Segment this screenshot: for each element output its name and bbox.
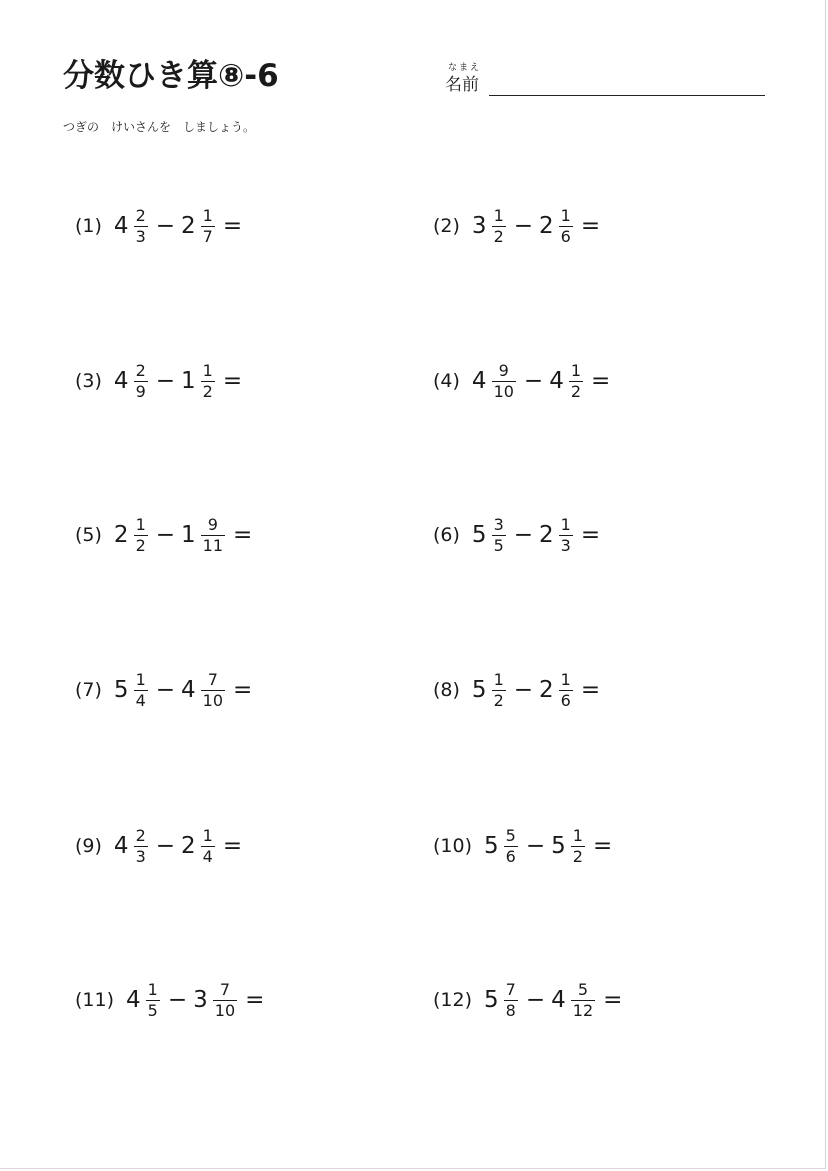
problem-number: (6): [433, 524, 460, 546]
fraction-denominator: 10: [202, 690, 224, 710]
minuend-fraction: [504, 827, 518, 866]
minus-sign: −: [155, 368, 176, 394]
minuend-fraction: [492, 362, 516, 401]
fraction-numerator: 1: [560, 669, 571, 689]
fraction-numerator: 1: [493, 669, 504, 689]
problem-2: [433, 196, 600, 256]
subtrahend-whole: 4: [181, 677, 196, 703]
fraction-numerator: 9: [498, 360, 509, 380]
problem-10: [433, 816, 612, 876]
subtrahend-fraction: [201, 671, 225, 710]
minuend-whole: 4: [113, 833, 129, 859]
minuend-fraction: [134, 207, 148, 246]
fraction-numerator: 1: [135, 514, 146, 534]
fraction-denominator: 5: [493, 535, 504, 555]
fraction-numerator: 1: [570, 360, 582, 380]
subtrahend-fraction: [201, 207, 215, 246]
minus-sign: −: [167, 987, 188, 1013]
fraction-denominator: 2: [135, 535, 146, 555]
equals-sign: =: [222, 833, 243, 859]
minuend-whole: 4: [471, 368, 487, 394]
fraction-numerator: 2: [135, 825, 146, 845]
subtrahend-fraction: [571, 827, 585, 866]
problem-9: [75, 816, 242, 876]
subtrahend-whole: 4: [549, 368, 564, 394]
minus-sign: −: [155, 522, 176, 548]
minuend-whole: 5: [471, 522, 487, 548]
equals-sign: =: [580, 522, 601, 548]
minus-sign: −: [155, 833, 176, 859]
minus-sign: −: [525, 987, 546, 1013]
minus-sign: −: [155, 677, 176, 703]
fraction-denominator: 2: [493, 226, 504, 246]
fraction-denominator: 12: [572, 1000, 594, 1020]
problem-number: (1): [75, 215, 102, 237]
fraction-denominator: 2: [202, 381, 213, 401]
fraction-numerator: 1: [147, 979, 158, 999]
subtrahend-fraction: [569, 362, 583, 401]
name-ruby: なまえ: [448, 63, 482, 73]
fraction-denominator: 11: [202, 535, 224, 555]
minuend-fraction: [134, 516, 148, 555]
subtrahend-fraction: [571, 981, 595, 1020]
fraction-denominator: 2: [493, 690, 504, 710]
problem-number: (7): [75, 679, 102, 701]
fraction-numerator: 1: [572, 825, 583, 845]
equals-sign: =: [233, 677, 253, 703]
minuend-whole: 5: [471, 677, 487, 703]
equals-sign: =: [580, 677, 601, 703]
problem-6: [433, 505, 600, 565]
minus-sign: −: [525, 833, 546, 859]
fraction-denominator: 4: [135, 690, 146, 710]
subtrahend-fraction: [201, 827, 215, 866]
subtrahend-whole: 1: [181, 522, 196, 548]
minuend-whole: 4: [113, 213, 129, 239]
fraction-numerator: 3: [493, 514, 504, 534]
fraction-numerator: 1: [560, 205, 571, 225]
fraction-numerator: 5: [505, 825, 516, 845]
minuend-fraction: [504, 981, 518, 1020]
fraction-denominator: 5: [147, 1000, 158, 1020]
equals-sign: =: [592, 833, 613, 859]
problem-number: (12): [433, 989, 473, 1011]
minuend-fraction: [134, 362, 148, 401]
fraction-numerator: 1: [202, 825, 213, 845]
subtrahend-whole: 2: [539, 522, 554, 548]
subtrahend-whole: 3: [193, 987, 208, 1013]
minus-sign: −: [513, 213, 534, 239]
fraction-numerator: 1: [493, 205, 504, 225]
fraction-numerator: 9: [207, 514, 218, 534]
problem-number: (9): [75, 835, 102, 857]
worksheet-title: 分数ひき算⑧-6: [63, 58, 279, 94]
equals-sign: =: [245, 987, 265, 1013]
name-underline: [489, 95, 765, 96]
name-label: 名前: [445, 75, 479, 95]
subtrahend-whole: 2: [181, 213, 196, 239]
problem-number: (11): [75, 989, 115, 1011]
equals-sign: =: [603, 987, 623, 1013]
subtrahend-whole: 2: [539, 677, 554, 703]
minus-sign: −: [513, 522, 534, 548]
equals-sign: =: [222, 213, 243, 239]
minuend-fraction: [492, 207, 506, 246]
subtrahend-whole: 1: [181, 368, 196, 394]
problem-1: [75, 196, 242, 256]
minus-sign: −: [155, 213, 176, 239]
minuend-whole: 5: [484, 987, 499, 1013]
fraction-denominator: 6: [560, 226, 571, 246]
fraction-denominator: 6: [560, 690, 571, 710]
problem-number: (4): [433, 370, 460, 392]
subtrahend-fraction: [213, 981, 237, 1020]
problem-number: (5): [75, 524, 102, 546]
name-field: [445, 60, 765, 100]
subtrahend-fraction: [559, 671, 573, 710]
fraction-denominator: 10: [493, 381, 514, 401]
minuend-whole: 2: [113, 522, 129, 548]
fraction-numerator: 1: [560, 514, 571, 534]
fraction-denominator: 4: [202, 846, 213, 866]
fraction-denominator: 3: [135, 846, 146, 866]
fraction-denominator: 3: [135, 226, 146, 246]
fraction-numerator: 1: [202, 360, 213, 380]
fraction-numerator: 7: [505, 979, 516, 999]
fraction-denominator: 3: [560, 535, 571, 555]
problem-4: [433, 351, 610, 411]
equals-sign: =: [580, 213, 601, 239]
fraction-numerator: 5: [577, 979, 589, 999]
problem-8: [433, 660, 600, 720]
subtrahend-whole: 2: [539, 213, 554, 239]
problem-5: [75, 505, 252, 565]
fraction-numerator: 7: [219, 979, 231, 999]
fraction-denominator: 9: [135, 381, 146, 401]
fraction-denominator: 6: [505, 846, 516, 866]
minuend-whole: 4: [113, 368, 129, 394]
problem-3: [75, 351, 242, 411]
subtrahend-fraction: [201, 362, 215, 401]
fraction-denominator: 2: [570, 381, 582, 401]
minuend-fraction: [134, 827, 148, 866]
equals-sign: =: [222, 368, 243, 394]
minuend-fraction: [146, 981, 160, 1020]
fraction-numerator: 7: [207, 669, 218, 689]
minuend-fraction: [492, 516, 506, 555]
fraction-denominator: 10: [214, 1000, 236, 1020]
subtrahend-fraction: [559, 207, 573, 246]
minuend-fraction: [134, 671, 148, 710]
problem-7: [75, 660, 252, 720]
problem-number: (10): [433, 835, 473, 857]
problem-number: (8): [433, 679, 460, 701]
minuend-fraction: [492, 671, 506, 710]
fraction-numerator: 2: [135, 360, 146, 380]
equals-sign: =: [591, 368, 611, 394]
problem-12: [433, 970, 622, 1030]
subtrahend-whole: 5: [551, 833, 566, 859]
fraction-denominator: 8: [505, 1000, 516, 1020]
minus-sign: −: [513, 677, 534, 703]
subtrahend-whole: 2: [181, 833, 196, 859]
fraction-denominator: 2: [572, 846, 583, 866]
instruction-text: つぎの けいさんを しましょう。: [63, 120, 256, 134]
fraction-numerator: 1: [202, 205, 213, 225]
minuend-whole: 5: [113, 677, 129, 703]
minuend-whole: 4: [126, 987, 141, 1013]
problem-number: (2): [433, 215, 460, 237]
minuend-whole: 3: [471, 213, 487, 239]
fraction-numerator: 2: [135, 205, 146, 225]
equals-sign: =: [233, 522, 253, 548]
subtrahend-fraction: [559, 516, 573, 555]
problem-number: (3): [75, 370, 102, 392]
problem-11: [75, 970, 264, 1030]
fraction-numerator: 1: [135, 669, 146, 689]
subtrahend-whole: 4: [551, 987, 566, 1013]
minus-sign: −: [523, 368, 544, 394]
minuend-whole: 5: [484, 833, 499, 859]
subtrahend-fraction: [201, 516, 225, 555]
fraction-denominator: 7: [202, 226, 213, 246]
